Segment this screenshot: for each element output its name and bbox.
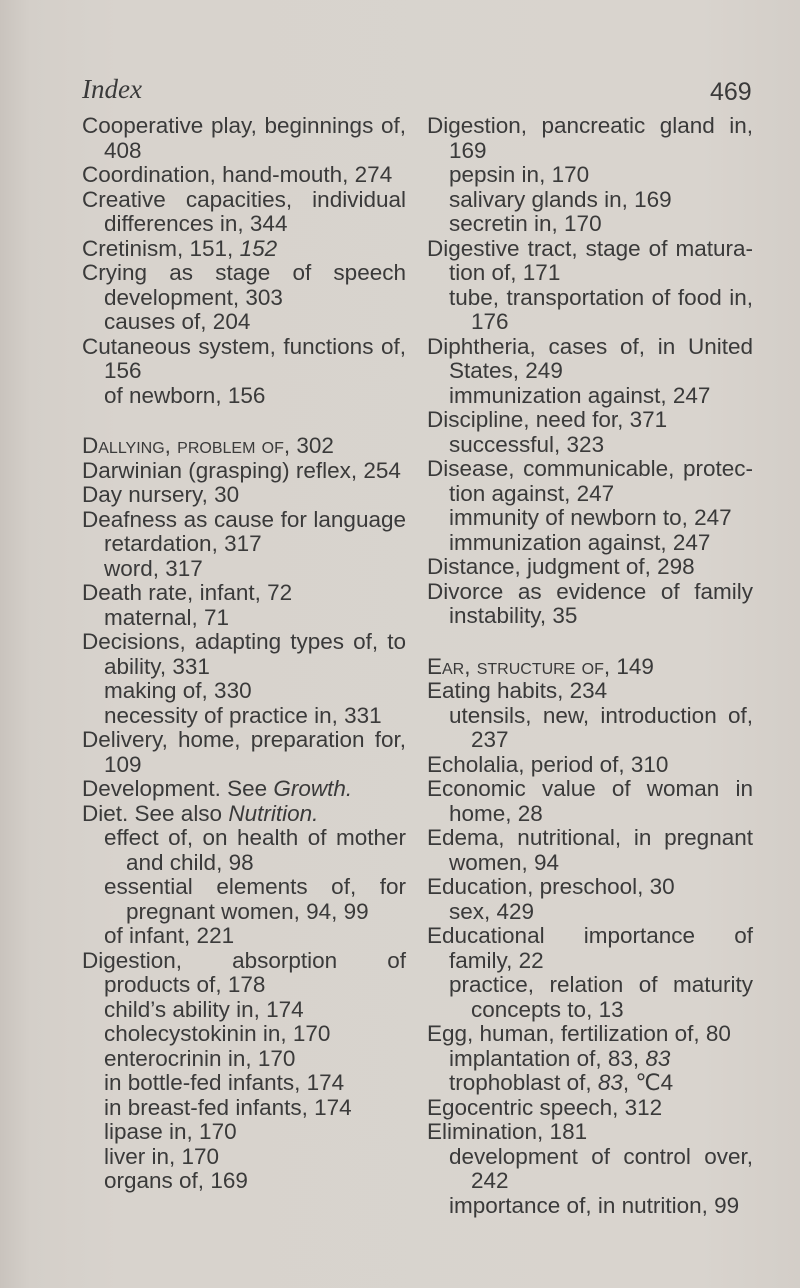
index-letter-gap xyxy=(427,629,753,655)
entry-text: Creative capacities, individual differences in, 344 xyxy=(82,186,406,236)
entry-text: Cooperative play, beginnings of, 408 xyxy=(82,113,406,163)
index-subentry xyxy=(82,998,406,1023)
index-entry xyxy=(427,777,753,826)
entry-text: immunization against, 247 xyxy=(449,529,711,555)
index-entry xyxy=(82,508,406,557)
index-entry xyxy=(427,753,753,778)
entry-italic: 152 xyxy=(239,235,278,261)
index-entry xyxy=(427,555,753,580)
entry-text: lipase in, 170 xyxy=(104,1119,237,1144)
entry-text: sex, 429 xyxy=(449,898,535,924)
index-column-right xyxy=(427,114,753,1218)
index-subentry xyxy=(82,1047,406,1072)
entry-italic: Growth. xyxy=(273,776,353,801)
index-entry xyxy=(82,581,406,606)
entry-text: Cretinism, 151, xyxy=(82,235,240,261)
entry-text: Distance, judgment of, 298 xyxy=(427,554,695,579)
entry-text: Dallying, problem of, 302 xyxy=(82,433,334,458)
index-subentry xyxy=(427,973,753,1022)
entry-text: cholecystokinin in, 170 xyxy=(104,1021,331,1046)
index-entry xyxy=(427,114,753,163)
index-subentry xyxy=(82,1071,406,1096)
entry-text: causes of, 204 xyxy=(104,309,251,334)
index-entry xyxy=(82,630,406,679)
index-entry xyxy=(427,1096,753,1121)
entry-text: immunization against, 247 xyxy=(449,382,711,408)
index-entry xyxy=(82,261,406,310)
entry-italic: 83 xyxy=(597,1070,623,1095)
index-entry xyxy=(427,408,753,433)
entry-text: Diphtheria, cases of, in United States, 249 xyxy=(427,333,753,383)
entry-text: Delivery, home, preparation for, 109 xyxy=(82,727,406,777)
entry-text: Economic value of woman in home, 28 xyxy=(427,776,753,826)
index-entry xyxy=(82,949,406,998)
entry-text: in breast-fed infants, 174 xyxy=(104,1094,352,1120)
entry-text: effect of, on health of mother and child, 98 xyxy=(104,825,406,875)
entry-text: Echolalia, period of, 310 xyxy=(427,751,669,777)
entry-text: liver in, 170 xyxy=(104,1143,220,1169)
index-subentry xyxy=(427,531,753,556)
entry-text: Digestion, pancreatic gland in, 169 xyxy=(427,113,753,163)
index-entry xyxy=(82,483,406,508)
index-entry xyxy=(82,728,406,777)
entry-text: Cutaneous system, functions of, 156 xyxy=(82,333,406,383)
index-entry xyxy=(427,237,753,286)
entry-text: essential elements of, for pregnant women, 94, 99 xyxy=(104,874,406,924)
entry-text: immunity of newborn to, 247 xyxy=(449,505,732,530)
index-entry xyxy=(82,237,406,262)
index-entry xyxy=(82,188,406,237)
index-entry xyxy=(427,826,753,875)
index-subentry xyxy=(82,1145,406,1170)
entry-italic: Nutrition. xyxy=(228,800,319,826)
entry-text: pepsin in, 170 xyxy=(449,162,590,187)
index-entry xyxy=(427,457,753,506)
index-subentry xyxy=(82,606,406,631)
entry-text: Crying as stage of speech development, 303 xyxy=(82,260,406,310)
index-entry xyxy=(82,163,406,188)
entry-text: Deafness as cause for language retardation, 317 xyxy=(82,506,406,556)
entry-text: Egg, human, fertilization of, 80 xyxy=(427,1021,731,1046)
entry-text: development of control over, 242 xyxy=(449,1143,753,1193)
index-subentry xyxy=(427,188,753,213)
index-entry xyxy=(82,434,406,459)
entry-text: secretin in, 170 xyxy=(449,211,602,236)
entry-text: Divorce as evidence of family instability, 35 xyxy=(427,578,753,628)
entry-text: making of, 330 xyxy=(104,678,252,703)
index-entry xyxy=(427,875,753,900)
index-subentry xyxy=(82,924,406,949)
index-subentry xyxy=(82,1096,406,1121)
entry-text: Eating habits, 234 xyxy=(427,678,608,703)
index-entry xyxy=(427,335,753,384)
index-subentry xyxy=(82,875,406,924)
entry-text: implantation of, 83, xyxy=(449,1045,646,1071)
index-entry xyxy=(427,1022,753,1047)
entry-text: practice, relation of maturity concepts to, 13 xyxy=(449,972,753,1022)
entry-text: Disease, communicable, protection against, 247 xyxy=(427,456,753,506)
entry-text: organs of, 169 xyxy=(104,1168,248,1193)
entry-text: of infant, 221 xyxy=(104,923,235,948)
index-entry xyxy=(427,1120,753,1145)
entry-text: child’s ability in, 174 xyxy=(104,996,304,1022)
index-subentry xyxy=(82,679,406,704)
entry-text: Death rate, infant, 72 xyxy=(82,580,293,605)
index-entry xyxy=(82,802,406,827)
index-subentry xyxy=(82,557,406,582)
entry-text: Educational importance of family, 22 xyxy=(427,923,753,973)
entry-text: successful, 323 xyxy=(449,431,605,457)
entry-text: Elimination, 181 xyxy=(427,1119,588,1144)
index-subentry xyxy=(427,1194,753,1219)
index-subentry xyxy=(427,286,753,335)
entry-text: Edema, nutritional, in pregnant women, 94 xyxy=(427,825,753,875)
entry-text: in bottle-fed infants, 174 xyxy=(104,1070,345,1095)
entry-text: tube, transportation of food in, 176 xyxy=(449,284,753,334)
entry-text: enterocrinin in, 170 xyxy=(104,1045,296,1071)
index-entry xyxy=(427,655,753,680)
entry-text: Ear, structure of, 149 xyxy=(427,653,654,679)
index-subentry xyxy=(82,1120,406,1145)
index-column-left xyxy=(82,114,406,1194)
index-subentry xyxy=(82,310,406,335)
index-entry xyxy=(427,679,753,704)
entry-text: Day nursery, 30 xyxy=(82,482,240,507)
index-subentry xyxy=(427,384,753,409)
index-subentry xyxy=(82,1169,406,1194)
index-subentry xyxy=(427,163,753,188)
index-entry xyxy=(427,580,753,629)
index-subentry xyxy=(427,1145,753,1194)
index-subentry xyxy=(82,704,406,729)
index-subentry xyxy=(427,212,753,237)
index-subentry xyxy=(82,1022,406,1047)
entry-text: Darwinian (grasping) reflex, 254 xyxy=(82,457,401,483)
entry-text: necessity of practice in, 331 xyxy=(104,702,382,728)
entry-text: Egocentric speech, 312 xyxy=(427,1094,663,1120)
entry-tail: , ℃4 xyxy=(622,1070,674,1095)
entry-text: trophoblast of, xyxy=(449,1070,598,1095)
entry-text: Coordination, hand-mouth, 274 xyxy=(82,162,393,187)
entry-text: maternal, 71 xyxy=(104,604,230,630)
index-letter-gap xyxy=(82,408,406,434)
entry-italic: 83 xyxy=(645,1045,671,1071)
index-entry xyxy=(427,924,753,973)
page-number: 469 xyxy=(710,78,752,106)
index-subentry xyxy=(427,704,753,753)
running-head: Index xyxy=(82,74,142,104)
index-subentry xyxy=(82,826,406,875)
entry-text: word, 317 xyxy=(104,555,203,581)
index-subentry xyxy=(427,506,753,531)
entry-text: Decisions, adapting types of, to ability, 331 xyxy=(82,629,406,679)
index-entry xyxy=(82,335,406,384)
entry-text: Education, preschool, 30 xyxy=(427,874,675,899)
index-entry xyxy=(82,114,406,163)
index-entry xyxy=(82,777,406,802)
entry-text: salivary glands in, 169 xyxy=(449,186,672,212)
index-entry xyxy=(82,459,406,484)
entry-text: Discipline, need for, 371 xyxy=(427,407,668,432)
entry-text: Digestive tract, stage of maturation of, 171 xyxy=(427,235,753,285)
entry-text: Diet. See also xyxy=(82,800,229,826)
index-subentry xyxy=(427,1071,753,1096)
index-subentry xyxy=(427,433,753,458)
index-subentry xyxy=(427,900,753,925)
entry-text: Digestion, absorption of products of, 178 xyxy=(82,947,406,997)
entry-text: importance of, in nutrition, 99 xyxy=(449,1192,740,1218)
entry-text: of newborn, 156 xyxy=(104,382,266,408)
entry-text: Development. See xyxy=(82,776,274,801)
index-subentry xyxy=(82,384,406,409)
index-subentry xyxy=(427,1047,753,1072)
entry-text: utensils, new, introduction of, 237 xyxy=(449,702,753,752)
